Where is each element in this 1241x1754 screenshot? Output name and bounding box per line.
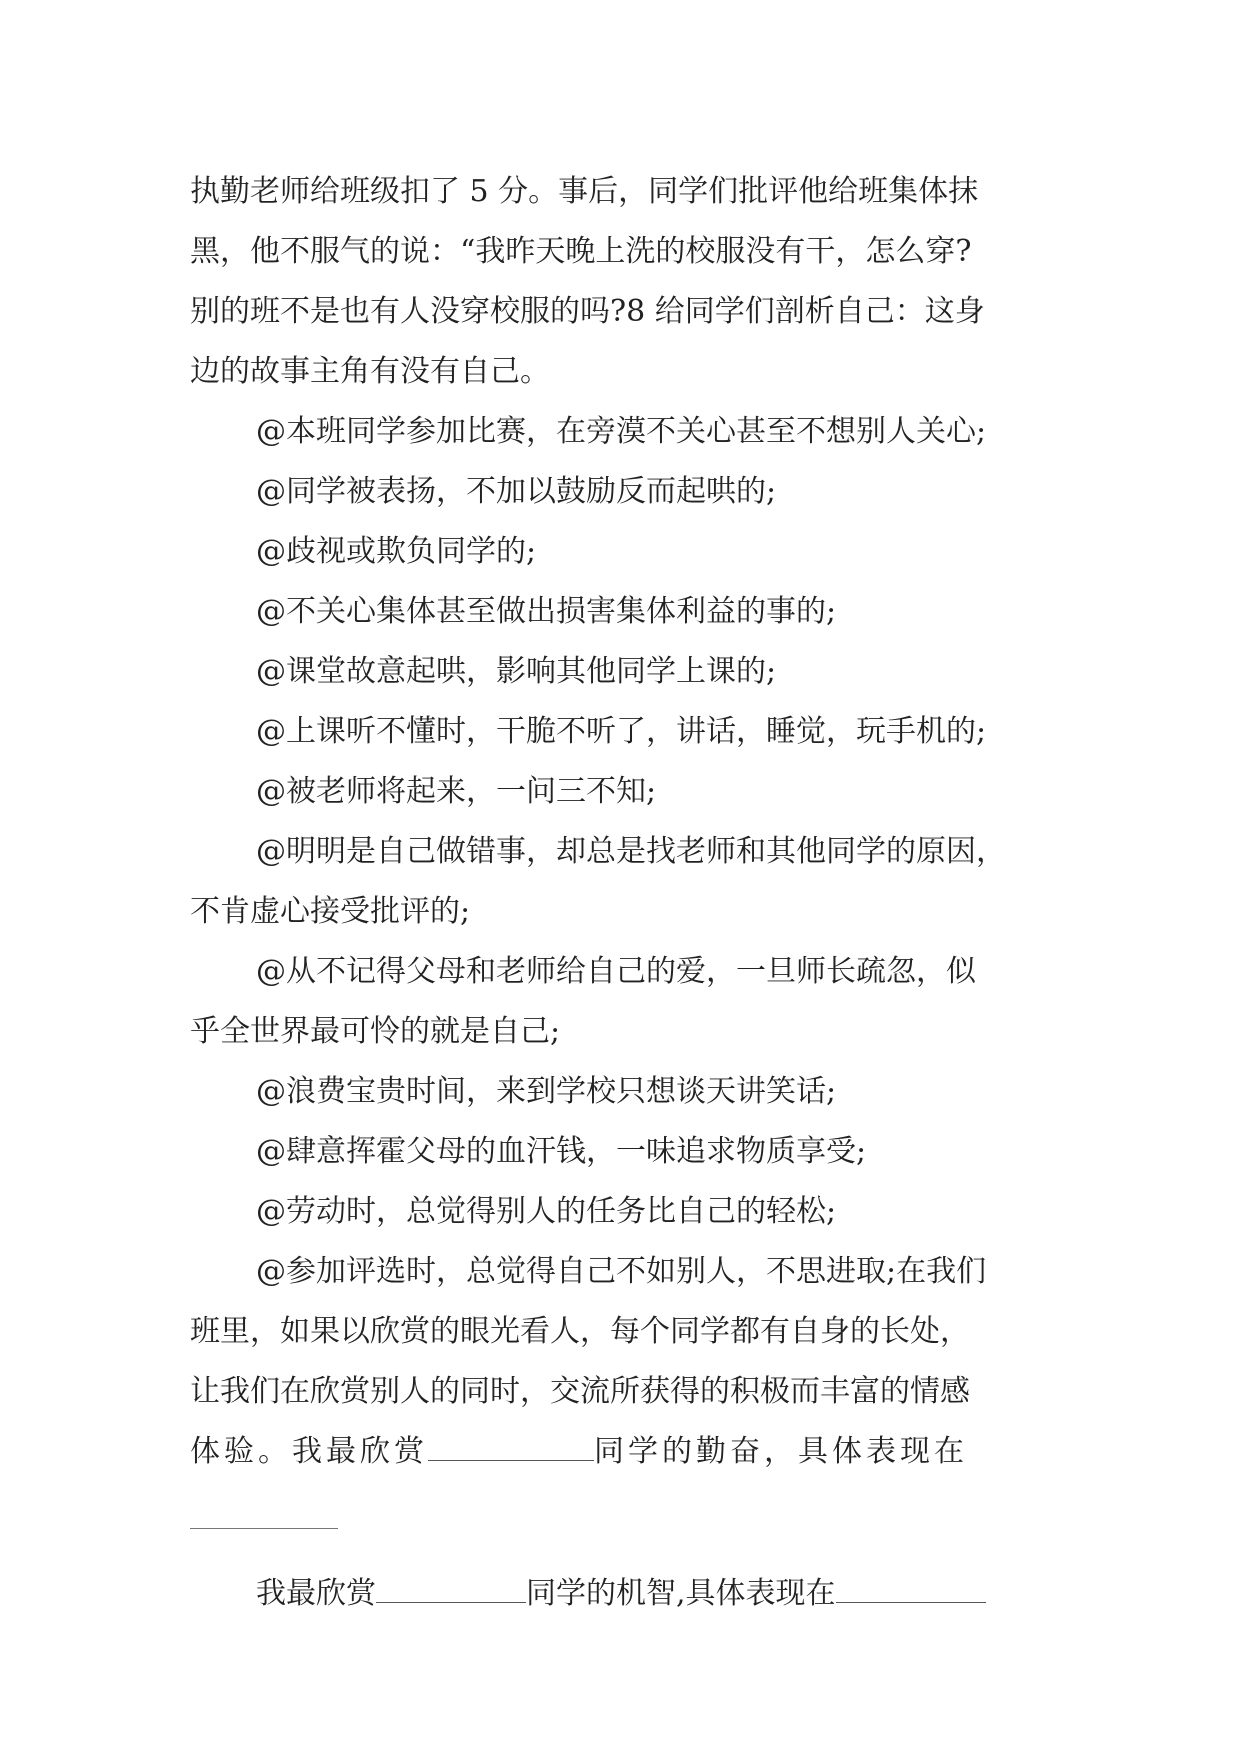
- list-item: @同学被表扬，不加以鼓励反而起哄的;: [256, 474, 777, 509]
- spacer: [190, 1542, 1060, 1564]
- fill-in-line: [190, 1564, 1060, 1624]
- paragraph-line: 让我们在欣赏别人的同时，交流所获得的积极而丰富的情感: [190, 1374, 970, 1409]
- paragraph-line: 边的故事主角有没有自己。: [190, 354, 550, 389]
- list-item-continuation: 乎全世界最可怜的就是自己;: [190, 1014, 561, 1049]
- fill-in-suffix: 同学的机智,具体表现在: [526, 1576, 836, 1611]
- list-item: @劳动时，总觉得别人的任务比自己的轻松;: [256, 1194, 837, 1229]
- fill-in-blank-row: [190, 1482, 1060, 1542]
- list-item: @浪费宝贵时间，来到学校只想谈天讲笑话;: [256, 1074, 837, 1109]
- list-item: @本班同学参加比赛，在旁漠不关心甚至不想别人关心;: [256, 414, 987, 449]
- list-item: @课堂故意起哄，影响其他同学上课的;: [256, 654, 777, 689]
- list-item: @明明是自己做错事，却总是找老师和其他同学的原因，: [256, 834, 1006, 869]
- fill-in-prefix: 体验。我最欣赏: [190, 1434, 428, 1469]
- list-item: @参加评选时，总觉得自己不如别人，不思进取;在我们: [256, 1254, 987, 1289]
- paragraph-line: 班里，如果以欣赏的眼光看人，每个同学都有自身的长处，: [190, 1314, 970, 1349]
- fill-in-blank[interactable]: [376, 1574, 526, 1603]
- list-item: @上课听不懂时，干脆不听了，讲话，睡觉，玩手机的;: [256, 714, 987, 749]
- list-item: @肆意挥霍父母的血汗钱，一味追求物质享受;: [256, 1134, 867, 1169]
- list-item: @被老师将起来，一问三不知;: [256, 774, 657, 809]
- paragraph-line: 黑，他不服气的说：“我昨天晚上洗的校服没有干，怎么穿?: [190, 234, 972, 269]
- fill-in-line: [190, 1422, 1060, 1482]
- fill-in-prefix: 我最欣赏: [256, 1576, 376, 1611]
- list-item-continuation: 不肯虚心接受批评的;: [190, 894, 471, 929]
- fill-in-blank[interactable]: [190, 1528, 338, 1529]
- fill-in-blank[interactable]: [428, 1432, 594, 1461]
- paragraph-line: 执勤老师给班级扣了 5 分。事后，同学们批评他给班集体抹: [190, 174, 979, 209]
- document-body: [190, 162, 1060, 1624]
- list-item: @从不记得父母和老师给自己的爱，一旦师长疏忽，似: [256, 954, 976, 989]
- fill-in-suffix: 同学的勤奋，具体表现在: [594, 1434, 968, 1469]
- list-item: @歧视或欺负同学的;: [256, 534, 537, 569]
- fill-in-blank[interactable]: [836, 1574, 986, 1603]
- paragraph-line: 别的班不是也有人没穿校服的吗?8 给同学们剖析自己：这身: [190, 294, 985, 329]
- list-item: @不关心集体甚至做出损害集体利益的事的;: [256, 594, 837, 629]
